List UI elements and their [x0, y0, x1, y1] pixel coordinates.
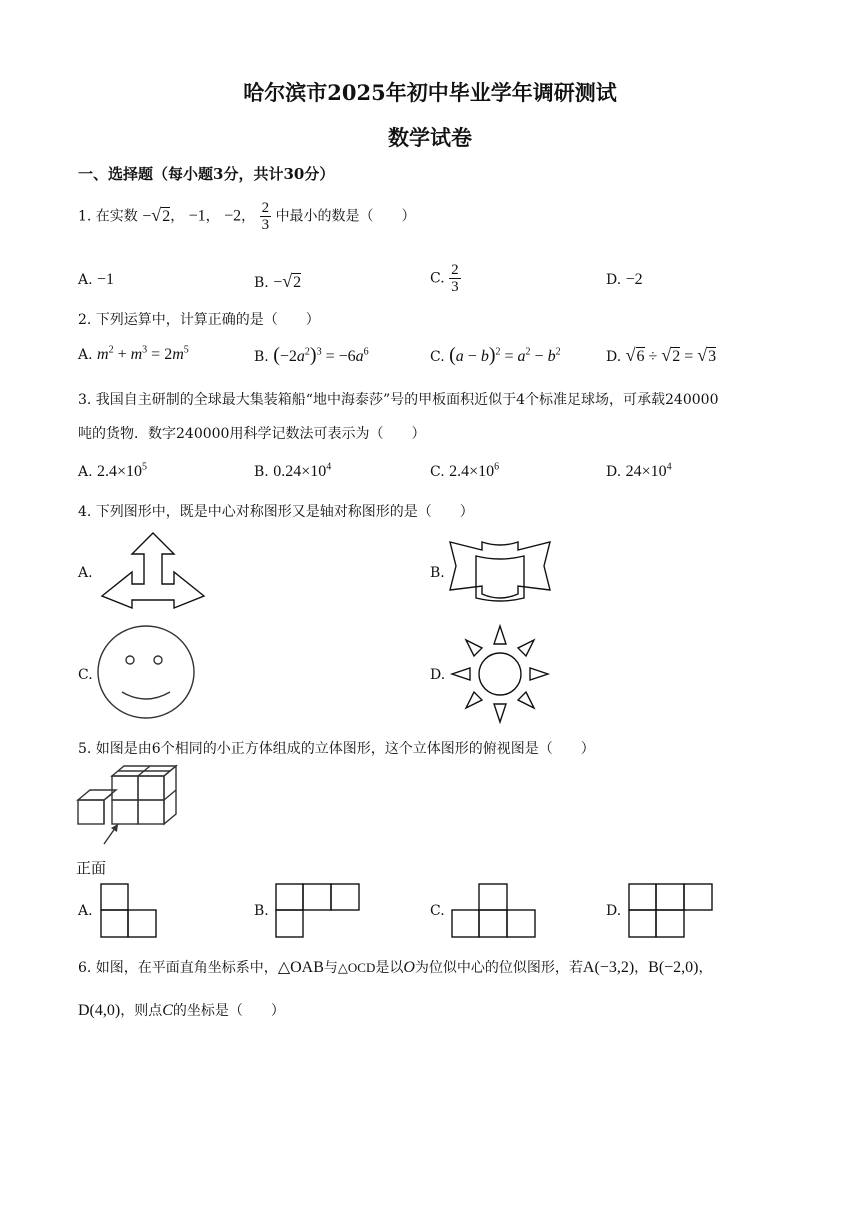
q5-option-b[interactable]: B. [254, 903, 269, 919]
fraction-two-thirds: $\frac{2}{3}$ [261, 200, 270, 233]
q1-option-b[interactable]: B. −√2 [254, 271, 302, 291]
triangle-oab: △OAB [277, 959, 324, 976]
q4-figure-c-smiley [96, 624, 196, 720]
point-a-coord: A(−3,2) [582, 959, 635, 976]
q4-option-b-label[interactable]: B. [430, 565, 445, 581]
question-6-line1: 6. 如图，在平面直角坐标系中，△OAB与△OCD是以O为位似中心的位似图形，若A(−3,2)，B(−2,0)， [78, 959, 713, 976]
question-2: 2. 下列运算中，计算正确的是（ ） [78, 312, 320, 328]
question-1: 1. 在实数 −√2， −1， −2， $\frac{2}{3}$ 中最小的数是（ ） [78, 200, 416, 233]
q1-option-d[interactable]: D. −2 [606, 271, 643, 288]
q4-option-d-label[interactable]: D. [430, 667, 446, 683]
front-view-label: 正面 [76, 859, 107, 877]
q2-option-b[interactable]: B. $(-2a^2)^3 = -6a^6$ [254, 344, 369, 366]
q4-figure-d-sun [450, 624, 550, 724]
point-d-coord: D(4,0) [78, 1002, 121, 1019]
q5-option-a[interactable]: A. [78, 903, 93, 919]
q2-option-d[interactable]: D. √6 ÷ √2 = √3 [606, 345, 717, 365]
exam-subtitle: 数学试卷 [388, 125, 472, 150]
q5-cube-figure [76, 762, 196, 852]
section-heading-choice: 一、选择题（每小题3分，共计30分） [78, 165, 335, 183]
exam-title: 哈尔滨市2025年初中毕业学年调研测试 [243, 80, 617, 105]
q3-option-d[interactable]: D. $24\times 10^4$ [606, 461, 672, 480]
q5-option-d[interactable]: D. [606, 903, 622, 919]
q4-option-c-label[interactable]: C. [78, 667, 93, 683]
q3-option-c[interactable]: C. $2.4\times 10^6$ [430, 461, 500, 480]
q5-option-c[interactable]: C. [430, 903, 445, 919]
q3-option-a[interactable]: A. $2.4\times 10^5$ [78, 461, 148, 480]
q4-figure-b-ribbon [448, 540, 552, 606]
question-3-line2: 吨的货物．数字240000用科学记数法可表示为（ ） [78, 426, 426, 442]
question-6-line2: D(4,0)，则点C的坐标是（ ） [78, 1002, 285, 1019]
q5-figure-c [451, 883, 537, 939]
q4-option-a-label[interactable]: A. [78, 565, 93, 581]
q3-option-b[interactable]: B. $0.24\times 10^4$ [254, 461, 332, 480]
point-b-coord: B(−2,0) [648, 959, 699, 976]
q2-option-a[interactable]: A. $m^2 + m^3 = 2m^5$ [78, 344, 189, 363]
q2-option-c[interactable]: C. $(a - b)^2 = a^2 - b^2$ [430, 344, 561, 366]
triangle-ocd: △OCD [337, 960, 376, 975]
q4-figure-a-arrows [98, 530, 208, 615]
question-3-line1: 3. 我国自主研制的全球最大集装箱船“地中海泰莎”号的甲板面积近似于4个标准足球场，可承载240000 [78, 392, 719, 408]
q5-figure-b [275, 883, 361, 939]
q5-figure-a [100, 883, 158, 939]
question-5: 5. 如图是由6个相同的小正方体组成的立体图形，这个立体图形的俯视图是（ ） [78, 741, 595, 757]
q5-figure-d [628, 883, 714, 939]
neg-sqrt2: −√2 [142, 204, 171, 225]
q1-option-c[interactable]: C. $\frac{2}{3}$ [430, 262, 459, 295]
q1-option-a[interactable]: A. −1 [78, 271, 115, 288]
question-4: 4. 下列图形中，既是中心对称图形又是轴对称图形的是（ ） [78, 504, 474, 520]
